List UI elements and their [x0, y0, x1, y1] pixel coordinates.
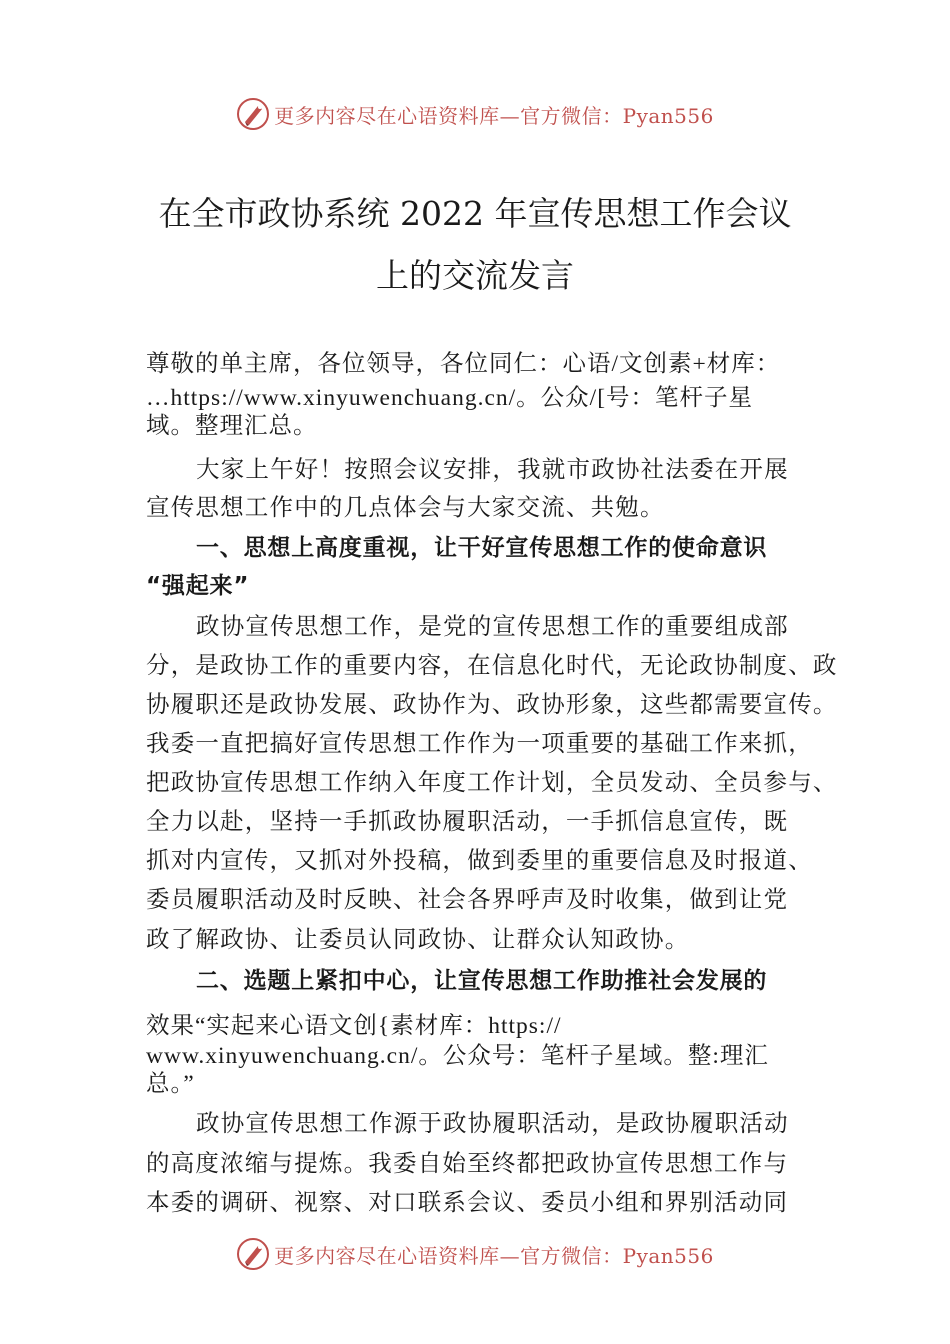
- section-heading-1: 一、思想上高度重视，让干好宣传思想工作的使命意识: [196, 535, 768, 561]
- body-line: 抓对内宣传，又抓对外投稿，做到委里的重要信息及时报道、: [146, 846, 813, 874]
- body-line: 政协宣传思想工作源于政协履职活动，是政协履职活动: [196, 1109, 789, 1137]
- body-line: 尊敬的单主席，各位领导，各位同仁：心语/文创素+材库：: [146, 351, 781, 377]
- body-line: 的高度浓缩与提炼。我委自始至终都把政协宣传思想工作与: [146, 1149, 789, 1177]
- body-line: 全力以赴，坚持一手抓政协履职活动，一手抓信息宣传，既: [146, 807, 789, 835]
- body-line: www.xinyuwenchuang.cn/。公众号：笔杆子星域。整:理汇: [146, 1043, 769, 1069]
- body-line: 协履职还是政协发展、政协作为、政协形象，这些都需要宣传。: [146, 690, 838, 718]
- body-line: 委员履职活动及时反映、社会各界呼声及时收集，做到让党: [146, 885, 789, 913]
- watermark-text: 更多内容尽在心语资料库—官方微信：Pyan556: [274, 1243, 714, 1268]
- body-line: 把政协宣传思想工作纳入年度工作计划，全员发动、全员参与、: [146, 768, 838, 796]
- header-watermark: [0, 94, 950, 134]
- document-title-line-2: 上的交流发言: [376, 256, 574, 295]
- watermark-text: 更多内容尽在心语资料库—官方微信：Pyan556: [274, 103, 714, 128]
- footer-watermark: [0, 1234, 950, 1274]
- body-line: 本委的调研、视察、对口联系会议、委员小组和界别活动同: [146, 1188, 789, 1216]
- body-line: 政了解政协、让委员认同政协、让群众认知政协。: [146, 925, 690, 953]
- section-heading-2: 二、选题上紧扣中心，让宣传思想工作助推社会发展的: [196, 968, 768, 994]
- body-line: …https://www.xinyuwenchuang.cn/。公众/[号：笔杆子星: [146, 385, 754, 411]
- document-title-line-1: 在全市政协系统 2022 年宣传思想工作会议: [158, 194, 792, 233]
- body-line: 政协宣传思想工作，是党的宣传思想工作的重要组成部: [196, 612, 789, 640]
- body-line: 效果“实起来心语文创{素材库：https://: [146, 1013, 562, 1039]
- body-line: 大家上午好！按照会议安排，我就市政协社法委在开展: [196, 455, 789, 483]
- body-line: 域。整理汇总。: [146, 413, 318, 439]
- body-line: 总。”: [146, 1071, 195, 1097]
- body-line: 我委一直把搞好宣传思想工作作为一项重要的基础工作来抓，: [146, 729, 813, 757]
- body-line: 分，是政协工作的重要内容，在信息化时代，无论政协制度、政: [146, 651, 838, 679]
- pen-logo-icon: [236, 1237, 270, 1271]
- pen-logo-icon: [236, 97, 270, 131]
- section-heading-1-cont: “强起来”: [146, 573, 250, 599]
- body-line: 宣传思想工作中的几点体会与大家交流、共勉。: [146, 493, 665, 521]
